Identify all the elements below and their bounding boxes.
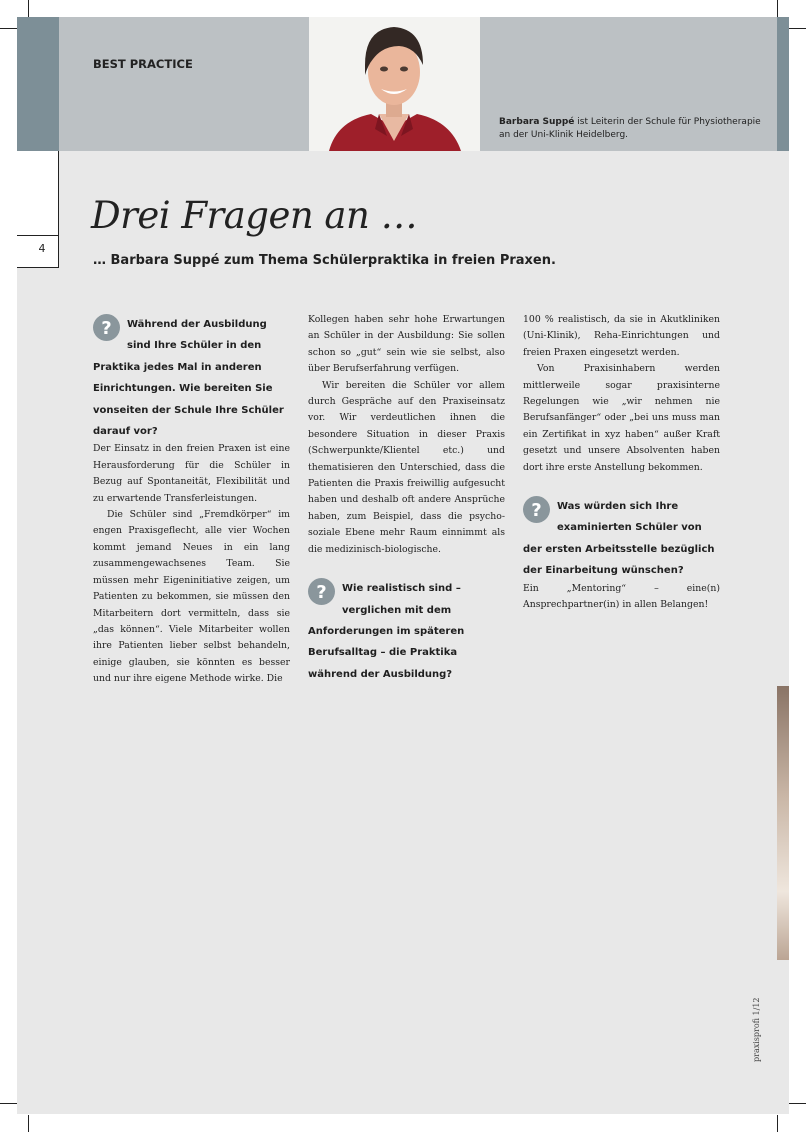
section-label: BEST PRACTICE [93, 57, 193, 71]
question-mark-icon [308, 578, 335, 605]
question-mark-icon [93, 314, 120, 341]
answer-paragraph: Wir bereiten die Schüler vor allem durch Gespräche auf den Praxiseinsatz vor. Wir verdeutlichen ihnen die besondere Situation in dieser Praxis (Schwerpunkte/Klientel etc.) und thematisieren den Unterschied, dass die Patienten die Praxis freiwillig aufgesucht haben und deshalb oft andere Ansprüche haben, zum Beispiel, dass die psycho-soziale Ebene mehr Raum einnimmt als die medizinisch-biologische. [308, 379, 505, 555]
answer-paragraph: Der Einsatz in den freien Praxen ist eine Herausforderung für die Schüler in Bezug auf Spontaneität, Flexibilität und zu erwartende Transferleistungen. [93, 443, 290, 504]
crop-mark [0, 28, 17, 29]
crop-mark [777, 0, 778, 17]
answer-paragraph: 100 % realistisch, da sie in Akutkliniken (Uni-Klinik), Reha-Einrichtungen und freien Praxen eingesetzt werden. [523, 314, 720, 358]
text-column-2 [308, 312, 505, 684]
svg-text:?: ? [531, 500, 542, 522]
question-mark-icon [523, 496, 550, 523]
caption-name: Barbara Suppé [499, 117, 575, 127]
page-number: 4 [38, 242, 46, 255]
portrait-caption [499, 116, 769, 142]
svg-text:?: ? [101, 318, 112, 339]
crop-mark [789, 1103, 806, 1104]
page-number-rule [17, 235, 59, 236]
answer-paragraph: Die Schüler sind „Fremdkörper“ im engen Praxisgeflecht, alle vier Wochen kommt jemand Neues in ein lang zusammengewachsenes Team. Sie müssen mehr Eigeninitiative zeigen, um Patienten zu bekommen, sie müssen den Mitarbeitern dort vermitteln, dass sie „das können“. Viele Mitarbeiter wollen ihre Patienten lieber selbst behandeln, einige glauben, sie könnten es besser und nur ihre eigene Methode wirke. Die [93, 509, 290, 685]
portrait-photo [309, 17, 480, 151]
answer-paragraph: Kollegen haben sehr hohe Erwartungen an Schüler in der Ausbildung: Sie sollen schon so „gut“ sein wie sie selbst, also über Berufserfahrung verfügen. [308, 314, 505, 375]
folio: praxisprofi 1/12 [752, 997, 761, 1062]
crop-mark [0, 1103, 17, 1104]
question-block [93, 312, 290, 440]
text-column-3 [523, 312, 720, 614]
answer-paragraph: Ein „Mentoring“ – eine(n) Ansprechpartner(in) in allen Belangen! [523, 582, 720, 611]
question-text: Was würden sich Ihre examinierten Schüler von der ersten Arbeitsstelle bezüglich der Einarbeitung wünschen? [523, 501, 715, 577]
crop-mark [777, 1115, 778, 1132]
article-title: Drei Fragen an … [91, 194, 418, 237]
page-number-rule [17, 267, 59, 268]
article-subtitle: … Barbara Suppé zum Thema Schülerpraktika in freien Praxen. [93, 253, 556, 268]
crop-mark [789, 28, 806, 29]
header-band-left [17, 17, 59, 151]
text-column-1 [93, 312, 290, 688]
header-band-edge [777, 17, 789, 151]
question-block [523, 494, 720, 580]
caption-text: ist Leiterin der Schule für Physiotherapie an der Uni-Klinik Heidelberg. [499, 117, 761, 140]
question-text: Wie realistisch sind – verglichen mit dem Anforderungen im späteren Berufsalltag – die Praktika während der Ausbildung? [308, 583, 465, 680]
header-band-middle [59, 17, 309, 151]
margin-rule [58, 151, 59, 268]
crop-mark [28, 1115, 29, 1132]
svg-text:?: ? [316, 582, 327, 604]
answer-paragraph: Von Praxisinhabern werden mittlerweile sogar praxisinterne Regelungen wie „wir nehmen nie Berufsanfänger“ oder „bei uns muss man ein Zertifikat in xyz haben“ außer Kraft gesetzt und unsere Absolventen haben dort ihre erste Anstellung bekommen. [523, 363, 720, 473]
question-text: Während der Ausbildung sind Ihre Schüler in den Praktika jedes Mal in anderen Einrichtungen. Wie bereiten Sie vonseiten der Schule Ihre Schüler darauf vor? [93, 319, 284, 438]
crop-mark [28, 0, 29, 17]
photo-edge-strip [777, 686, 789, 960]
question-block [308, 576, 505, 683]
